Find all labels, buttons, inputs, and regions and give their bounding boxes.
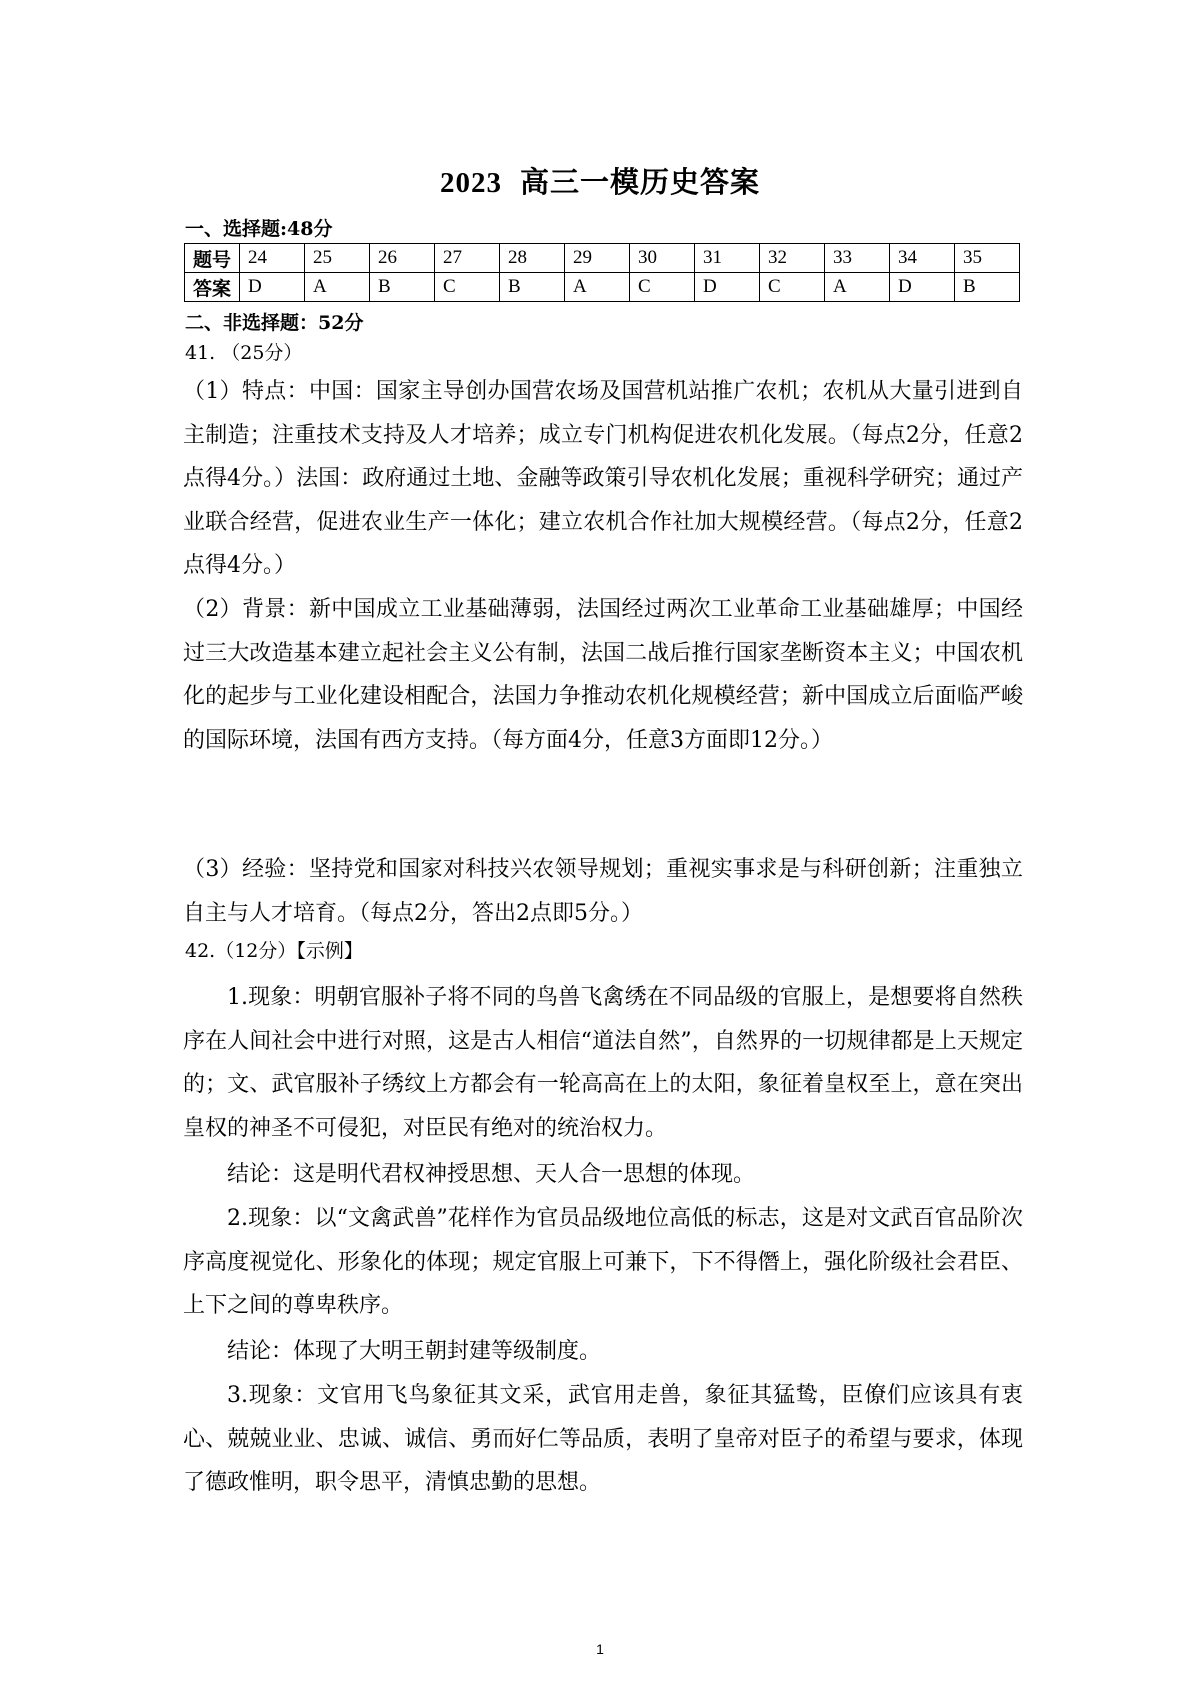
q41-part2-paragraph: （2）背景：新中国成立工业基础薄弱，法国经过两次工业革命工业基础雄厚；中国经过三大改造基本建立起社会主义公有制，法国二战后推行国家垄断资本主义；中国农机化的起步与工业化建设相配合，法国力争推动农机化规模经营；新中国成立后面临严峻的国际环境，法国有西方支持。（每方面4分，任意3方面即12分。） <box>183 597 1023 753</box>
question-number: 30 <box>630 244 695 273</box>
answer-letter: C <box>760 273 825 302</box>
q42-example2-conclusion: 结论：体现了大明王朝封建等级制度。 <box>227 1339 602 1364</box>
q41-part1-paragraph: （1）特点：中国：国家主导创办国营农场及国营机站推广农机；农机从大量引进到自主制造；注重技术支持及人才培养；成立专门机构促进农机化发展。（每点2分，任意2点得4分。）法国：政府通过土地、金融等政策引导农机化发展；重视科学研究；通过产业联合经营，促进农业生产一体化；建立农机合作社加大规模经营。（每点2分，任意2点得4分。） <box>183 379 1023 578</box>
section-open-questions-heading: 二、非选择题：52分 <box>185 312 364 334</box>
answer-letter: A <box>825 273 890 302</box>
answer-table <box>184 243 1020 302</box>
answer-letter: A <box>565 273 630 302</box>
answer-letter: A <box>305 273 370 302</box>
question-number: 26 <box>370 244 435 273</box>
answer-letter: B <box>370 273 435 302</box>
title-year: 2023 <box>439 167 502 199</box>
q42-example1-conclusion: 结论：这是明代君权神授思想、天人合一思想的体现。 <box>227 1162 756 1187</box>
answer-letter: C <box>435 273 500 302</box>
q42-example2-phenomenon: 2.现象：以“文禽武兽”花样作为官员品级地位高低的标志，这是对文武百官品阶次序高度视觉化、形象化的体现；规定官服上可兼下，下不得僭上，强化阶级社会君臣、上下之间的尊卑秩序。 <box>183 1206 1023 1318</box>
section-multiple-choice-heading: 一、选择题:48分 <box>185 218 333 240</box>
answer-letter: D <box>240 273 305 302</box>
page-number: 1 <box>596 1641 604 1657</box>
answer-letter: B <box>500 273 565 302</box>
answer-letter: D <box>890 273 955 302</box>
answer-letter: D <box>695 273 760 302</box>
question-number-row <box>185 244 1020 273</box>
question-number: 29 <box>565 244 630 273</box>
question-number: 31 <box>695 244 760 273</box>
row-label-question: 题号 <box>185 244 240 273</box>
question-number: 24 <box>240 244 305 273</box>
question-number: 25 <box>305 244 370 273</box>
question-number: 27 <box>435 244 500 273</box>
q42-example1-phenomenon: 1.现象：明朝官服补子将不同的鸟兽飞禽绣在不同品级的官服上，是想要将自然秩序在人间社会中进行对照，这是古人相信“道法自然”，自然界的一切规律都是上天规定的；文、武官服补子绣纹上方都会有一轮高高在上的太阳，象征着皇权至上，意在突出皇权的神圣不可侵犯，对臣民有绝对的统治权力。 <box>183 985 1023 1141</box>
row-label-answer: 答案 <box>185 273 240 302</box>
question-42-heading: 42.（12分）【示例】 <box>185 940 363 962</box>
question-41-heading: 41. （25分） <box>185 342 303 364</box>
question-number: 32 <box>760 244 825 273</box>
question-number: 33 <box>825 244 890 273</box>
q41-part3-paragraph: （3）经验：坚持党和国家对科技兴农领导规划；重视实事求是与科研创新；注重独立自主与人才培育。（每点2分，答出2点即5分。） <box>183 857 1023 926</box>
answer-letter: B <box>955 273 1020 302</box>
question-number: 34 <box>890 244 955 273</box>
page-title <box>0 160 1200 201</box>
question-number: 35 <box>955 244 1020 273</box>
question-number: 28 <box>500 244 565 273</box>
q42-example3-phenomenon: 3.现象：文官用飞鸟象征其文采，武官用走兽，象征其猛鸷，臣僚们应该具有衷心、兢兢业业、忠诚、诚信、勇而好仁等品质，表明了皇帝对臣子的希望与要求，体现了德政惟明，职令思平，清慎忠勤的思想。 <box>183 1383 1023 1495</box>
answer-letter: C <box>630 273 695 302</box>
answer-row <box>185 273 1020 302</box>
title-text: 高三一模历史答案 <box>519 165 760 199</box>
